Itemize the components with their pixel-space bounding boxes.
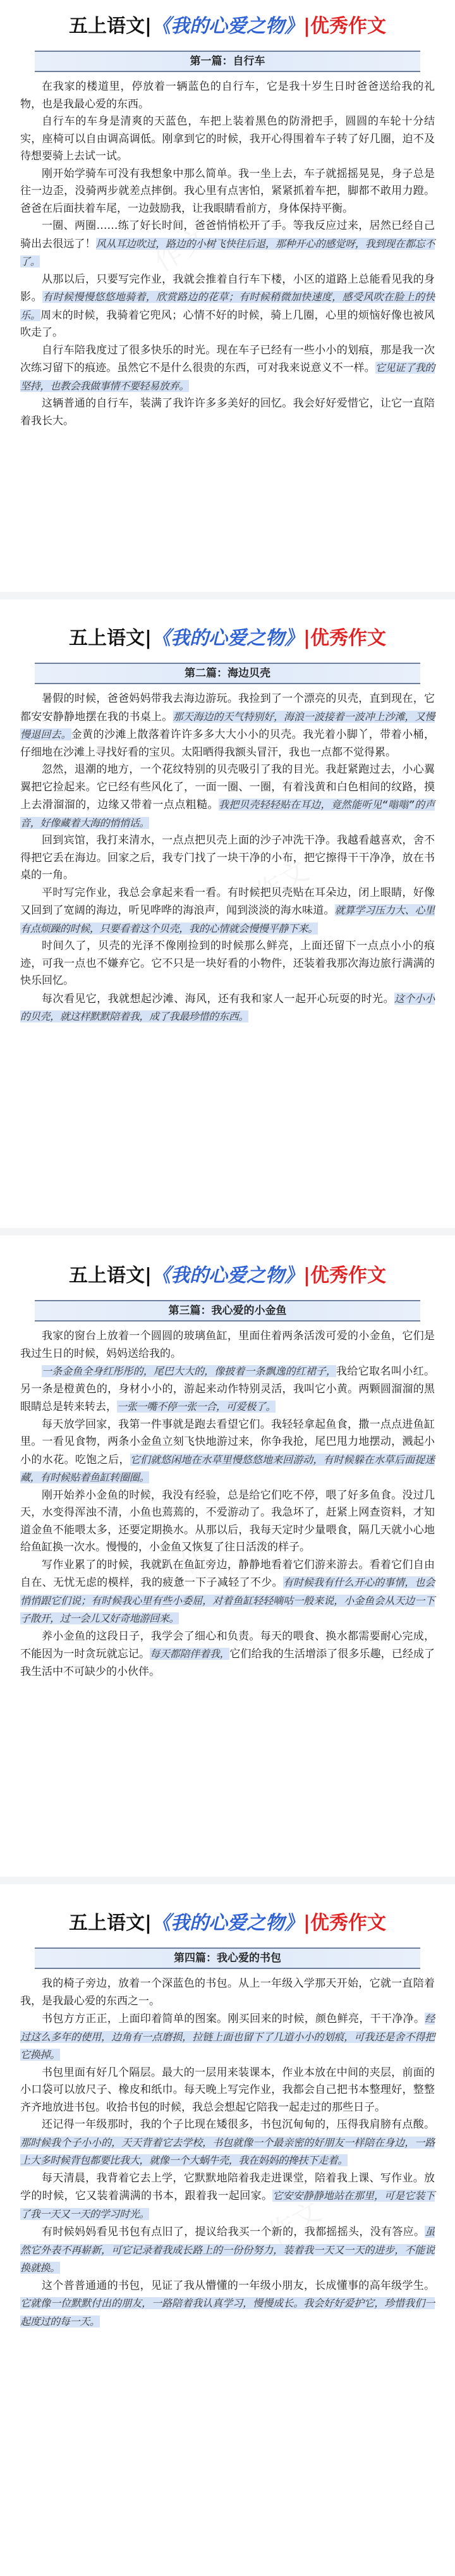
highlighted-sentence: 这个小小的贝壳，就这样默默陪着我，成了我最珍惜的东西。 — [20, 992, 435, 1022]
text-run: 一圈、两圈……练了好长时间，爸爸悄悄松开了手。等我反应过来，居然已经自己骑出去很远了！ — [20, 219, 435, 250]
highlighted-sentence: 有时候慢慢悠悠地骑着，欣赏路边的花草；有时候稍微加快速度，感受风吹在脸上的快乐。 — [20, 291, 435, 321]
text-run: 时间久了，贝壳的光泽不像刚捡到的时候那么鲜亮，上面还留下一点点小小的痕迹，可我一点也不嫌弃它。它不只是一块好看的小物件，还装着我那次海边旅行满满的快乐回忆。 — [20, 940, 435, 987]
section-divider-3 — [0, 1877, 455, 1884]
text-run: 有时候妈妈看见书包有点旧了，提议给我买一个新的，我都摇摇头，没有答应。 — [42, 2226, 425, 2238]
article-1 — [20, 14, 435, 430]
paragraph — [20, 938, 435, 990]
text-run: 这辆普通的自行车，装满了我许许多多美好的回忆。我会好好爱惜它，让它一直陪着我长大。 — [20, 397, 435, 427]
paragraph — [20, 2116, 435, 2170]
text-run: 我给它取名叫小红。另一条是橙黄色的，身材小小的，游起来动作特别灵活，我叫它小黄。两颗圆溜溜的黑眼睛总是转来转去， — [20, 1365, 435, 1413]
paragraph — [20, 2064, 435, 2117]
section-divider-2 — [0, 1228, 455, 1236]
highlighted-sentence: 那天海边的天气特别好，海浪一波接着一波冲上沙滩，又慢慢退回去。 — [20, 710, 435, 740]
paragraph — [20, 1416, 435, 1487]
paragraph — [20, 113, 435, 166]
text-run: 养小金鱼的这段日子，我学会了细心和负责。每天的喂食、换水都需要耐心完成，不能因为一时贪玩就忘记。 — [20, 1629, 435, 1660]
paragraph — [20, 990, 435, 1026]
header-suffix: |优秀作文 — [303, 1912, 386, 1934]
header-prefix: 五上语文| — [69, 1912, 152, 1934]
highlighted-sentence: 一张一嘴不停一张一合，可爱极了。 — [117, 1401, 276, 1413]
highlighted-sentence: 每天都陪伴着我， — [150, 1648, 230, 1660]
text-run: 每天放学回家，我第一件事就是跑去看望它们。我轻轻拿起鱼食，撒一点点进鱼缸里。一看见食物，两条小金鱼立刻飞快地游过来，你争我抢，尾巴甩力地摆动，溅起小小的水花。吃饱之后， — [20, 1418, 435, 1466]
article-subtitle: 第二篇：海边贝壳 — [35, 663, 420, 684]
text-run: 它们给我的生活增添了很多乐趣，已经成了我生活中不可缺少的小伙伴。 — [20, 1648, 435, 1678]
header-suffix: |优秀作文 — [303, 627, 386, 649]
text-run: 从那以后，只要写完作业，我就会推着自行车下楼，小区的道路上总能看见我的身影。 — [20, 273, 435, 304]
text-run: 书包方方正正，上面印着简单的图案。刚买回来的时候，颜色鲜亮，干干净净。 — [42, 2013, 425, 2025]
highlighted-sentence: 它见证了我的坚持，也教会我做事情不要轻易放弃。 — [20, 362, 435, 392]
article-body — [20, 690, 435, 1026]
article-header — [20, 1911, 435, 1936]
highlighted-sentence: 它安安静静地站在那里，可是它装下了我一天又一天的学习时光。 — [20, 2190, 435, 2220]
header-book-title: 《我的心爱之物》 — [152, 15, 303, 37]
highlighted-sentence: 它们就悠闲地在水草里慢悠悠地来回游动，有时候躲在水草后面捉迷藏，有时候贴着鱼缸转圈圈。 — [20, 1453, 435, 1483]
paragraph — [20, 885, 435, 938]
article-header — [20, 1263, 435, 1289]
header-prefix: 五上语文| — [69, 1265, 152, 1287]
header-prefix: 五上语文| — [69, 627, 152, 649]
highlighted-sentence: 风从耳边吹过，路边的小树飞快往后退，那种开心的感觉呀，我到现在都忘不了。 — [20, 237, 435, 267]
article-header — [20, 14, 435, 39]
header-suffix: |优秀作文 — [303, 15, 386, 37]
text-run: 平时写完作业，我总会拿起来看一看。有时候把贝壳贴在耳朵边，闭上眼睛，好像又回到了宽阔的海边，听见哗哗的海浪声，闻到淡淡的海水味道。 — [20, 886, 435, 917]
paragraph — [20, 1975, 435, 2010]
text-run: 刚开始学骑车可没有我想象中那么简单。我一坐上去，车子就摇摇晃晃，身子总是往一边歪，没骑两步就差点摔倒。我心里有点害怕，紧紧抓着车把，脚都不敢用力蹬。爸爸在后面扶着车尾，一边鼓励我，让我眼睛看前方，身体保持平衡。 — [20, 167, 435, 215]
section-divider-1 — [0, 592, 455, 599]
article-header — [20, 626, 435, 651]
paragraph — [20, 690, 435, 761]
header-book-title: 《我的心爱之物》 — [152, 1265, 303, 1287]
article-2 — [20, 626, 435, 1026]
text-run: 在我家的楼道里，停放着一辆蓝色的自行车，它是我十岁生日时爸爸送给我的礼物，也是我最心爱的东西。 — [20, 80, 435, 111]
paragraph — [20, 2170, 435, 2224]
text-run: 回到宾馆，我打来清水，一点点把贝壳上面的沙子冲洗干净。我越看越喜欢，舍不得把它丢在海边。回家之后，我专门找了一块干净的小布，把它擦得干干净净，放在书桌的一角。 — [20, 834, 435, 881]
highlighted-sentence: 那时候我个子小小的，天天背着它去学校，书包就像一个最亲密的好朋友一样陪在身边，一路上大多时候背包都要比我大，就像一个大蜗牛壳，我在妈妈的搀扶下走着。 — [20, 2136, 435, 2166]
paragraph — [20, 761, 435, 832]
watermark-1: 作文 — [149, 222, 214, 278]
paragraph — [20, 2278, 435, 2331]
paragraph — [20, 1628, 435, 1681]
text-run: 金黄的沙滩上散落着许许多多大大小小的贝壳。我光着小脚丫，带着小桶，仔细地在沙滩上寻找好看的宝贝。太阳晒得我额头冒汗，我也一点都不觉得累。 — [20, 728, 435, 759]
paragraph — [20, 271, 435, 342]
article-subtitle: 第四篇：我心爱的书包 — [35, 1947, 420, 1969]
article-4 — [20, 1911, 435, 2331]
header-book-title: 《我的心爱之物》 — [152, 627, 303, 649]
text-run: 这个普普通通的书包，见证了我从懵懂的一年级小朋友，长成懂事的高年级学生。 — [42, 2279, 435, 2292]
text-run: 自行车的车身是清爽的天蓝色，车把上装着黑色的防滑把手，圆圆的车轮十分结实，座椅可以自由调高调低。刚拿到它的时候，我开心得围着车子转了好几圈，迫不及待想要骑上去试一试。 — [20, 115, 435, 163]
watermark-3: 作文 — [174, 1524, 239, 1581]
paragraph — [20, 1557, 435, 1628]
paragraph — [20, 1487, 435, 1557]
paragraph — [20, 1328, 435, 1363]
paragraph — [20, 166, 435, 218]
article-subtitle: 第三篇：我心爱的小金鱼 — [35, 1300, 420, 1322]
highlighted-sentence: 经过这么多年的使用，边角有一点磨损，拉链上面也留下了几道小小的划痕，可我还是舍不得把它换掉。 — [20, 2013, 435, 2061]
watermark-4: 作文 — [262, 2195, 327, 2251]
paragraph — [20, 342, 435, 396]
text-run: 忽然，退潮的地方，一个花纹特别的贝壳吸引了我的目光。我赶紧跑过去，小心翼翼把它捡起来。它已经有些风化了，一面一圈、一圈，有着浅黄和白色相间的纹路，摸上去滑溜溜的，边缘又带着一点点粗糙。 — [20, 763, 435, 811]
article-body — [20, 78, 435, 430]
text-run: 每次看见它，我就想起沙滩、海风，还有我和家人一起开心玩耍的时光。 — [42, 992, 394, 1005]
watermark-2: 作文 — [250, 854, 315, 911]
header-prefix: 五上语文| — [69, 15, 152, 37]
article-subtitle: 第一篇：自行车 — [35, 51, 420, 72]
article-3 — [20, 1263, 435, 1681]
text-run: 暑假的时候，爸爸妈妈带我去海边游玩。我捡到了一个漂亮的贝壳，直到现在，它都安安静静地摆在我的书桌上。 — [20, 692, 435, 723]
text-run: 还记得一年级那时，我的个子比现在矮很多，书包沉甸甸的，压得我肩膀有点酸。 — [42, 2118, 435, 2131]
text-run: 周末的时候，我骑着它兜风；心情不好的时候，骑上几圈，心里的烦恼好像也被风吹走了。 — [20, 309, 435, 339]
article-body — [20, 1328, 435, 1681]
text-run: 我家的窗台上放着一个圆圆的玻璃鱼缸，里面住着两条活泼可爱的小金鱼，它们是我过生日的时候，妈妈送给我的。 — [20, 1330, 435, 1360]
paragraph — [20, 78, 435, 113]
highlighted-sentence: 一条金鱼全身红彤彤的，尾巴大大的，像披着一条飘逸的红裙子， — [42, 1365, 337, 1377]
paragraph — [20, 832, 435, 885]
highlighted-sentence: 就算学习压力大、心里有点烦躁的时候，只要看着这个贝壳，我的心情就会慢慢平静下来。 — [20, 904, 435, 935]
text-run: 刚开始养小金鱼的时候，我没有经验，总是给它们吃不停，喂了好多鱼食。没过几天，水变得浑浊不清，小鱼也蔫蔫的，不爱游动了。我急坏了，赶紧上网查资料，才知道金鱼不能喂太多，还要定期换水。从那以后，我每天定时少量喂食，隔几天就小心地给鱼缸换一次水。慢慢的，小金鱼又恢复了往日活泼的样子。 — [20, 1488, 435, 1554]
highlighted-sentence: 虽然它外表不再崭新，可它记录着我成长路上的一份份努力，装着我一天又一天的进步，不能说换就换。 — [20, 2226, 435, 2274]
paragraph — [20, 2010, 435, 2064]
paragraph — [20, 1363, 435, 1416]
paragraph — [20, 218, 435, 271]
highlighted-sentence: 有时候我有什么开心的事情，也会悄悄跟它们说；有时候我心里有些小委屈，对着鱼缸轻轻嘀咕一般来说，小金鱼会从天边一下子散开，过一会儿又好奇地游回来。 — [20, 1576, 435, 1624]
text-run: 自行车陪我度过了很多快乐的时光。现在车子已经有一些小小的划痕，那是我一次次练习留下的痕迹。虽然它不是什么很贵的东西，可对我来说意义不一样。 — [20, 343, 435, 374]
text-run: 每天清晨，我背着它去上学，它默默地陪着我走进课堂，陪着我上课、写作业。放学的时候，它又装着满满的书本，跟着我一起回家。 — [20, 2171, 435, 2202]
highlighted-sentence: 我把贝壳轻轻贴在耳边，竟然能听见“嗡嗡”的声音，好像藏着大海的悄悄话。 — [20, 799, 435, 829]
header-suffix: |优秀作文 — [303, 1265, 386, 1287]
text-run: 我的椅子旁边，放着一个深蓝色的书包。从上一年级入学那天开始，它就一直陪着我，是我最心爱的东西之一。 — [20, 1977, 435, 2008]
text-run: 书包里面有好几个隔层。最大的一层用来装课本，作业本放在中间的夹层，前面的小口袋可以放尺子、橡皮和纸巾。每天晚上写完作业，我都会自己把书本整理好，整整齐齐地放进书包。收拾书包的时候，我总会想起它陪我一起走过的那些日子。 — [20, 2066, 435, 2114]
paragraph — [20, 2223, 435, 2278]
article-body — [20, 1975, 435, 2331]
highlighted-sentence: 它就像一位默默付出的朋友，一路陪着我认真学习，慢慢成长。我会好好爱护它，珍惜我们一起度过的每一天。 — [20, 2297, 435, 2328]
header-book-title: 《我的心爱之物》 — [152, 1912, 303, 1934]
paragraph — [20, 395, 435, 430]
text-run: 写作业累了的时候，我就趴在鱼缸旁边，静静地看着它们游来游去。看着它们自由自在、无忧无虑的模样，我的疲惫一下子减轻了不少。 — [20, 1558, 435, 1589]
